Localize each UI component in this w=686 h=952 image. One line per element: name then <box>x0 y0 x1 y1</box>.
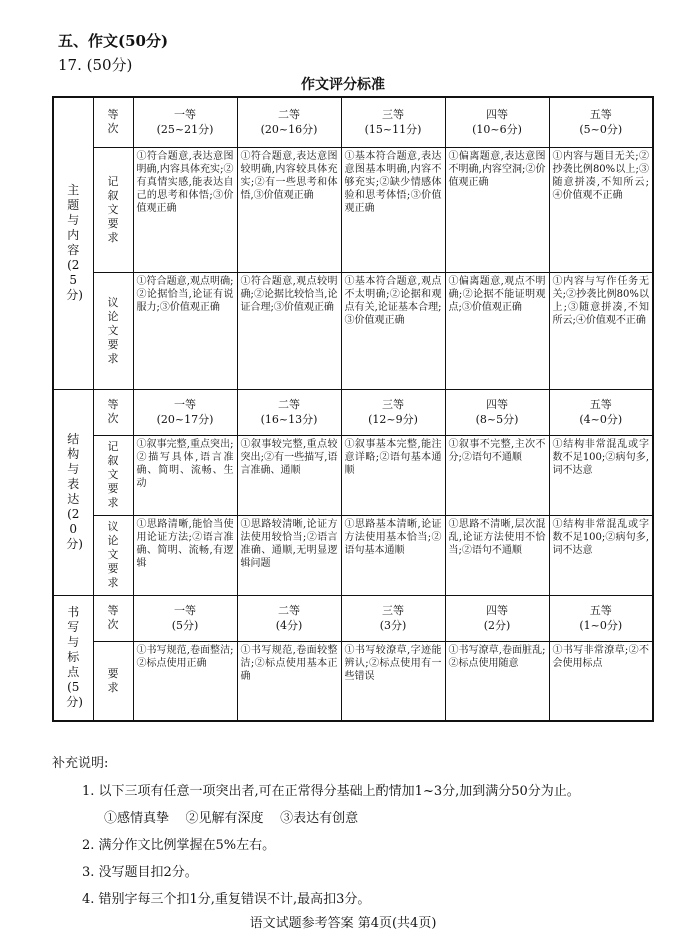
notes-heading: 补充说明: <box>52 756 109 771</box>
table-row <box>53 147 653 272</box>
table-row <box>53 389 653 435</box>
table-title: 作文评分标准 <box>301 77 385 93</box>
genre-label: 记叙文要求 <box>93 435 133 515</box>
grade-header-label: 等次 <box>93 97 133 147</box>
criteria-cell: ①思路较清晰,论证方法使用较恰当;②语言准确、通顺,无明显逻辑问题 <box>237 515 341 595</box>
criteria-cell: ①结构非常混乱或字数不足100;②病句多,词不达意 <box>549 515 653 595</box>
table-row <box>53 272 653 389</box>
criteria-cell: ①叙事不完整,主次不分;②语句不通顺 <box>445 435 549 515</box>
note-item: 3. 没写题目扣2分。 <box>82 865 198 880</box>
table-row <box>53 435 653 515</box>
criteria-cell: ①符合题意,观点明确;②论据恰当,论证有说服力;③价值观正确 <box>133 272 237 389</box>
grade-header: 五等 (4~0分) <box>549 389 653 435</box>
genre-label: 议论文要求 <box>93 272 133 389</box>
criteria-cell: ①符合题意,表达意图较明确,内容较具体充实;②有一些思考和体悟,③价值观正确 <box>237 147 341 272</box>
criteria-cell: ①书写规范,卷面较整洁;②标点使用基本正确 <box>237 641 341 721</box>
criteria-cell: ①基本符合题意,观点不太明确;②论据和观点有关,论证基本合理;③价值观正确 <box>341 272 445 389</box>
grade-header: 一等 (5分) <box>133 595 237 641</box>
criteria-cell: ①思路不清晰,层次混乱,论证方法使用不恰当;②语句不通顺 <box>445 515 549 595</box>
genre-label: 要求 <box>93 641 133 721</box>
grade-header: 三等 (12~9分) <box>341 389 445 435</box>
note-subitem: ③表达有创意 <box>280 811 359 826</box>
note-subitems <box>52 807 672 826</box>
note-item: 2. 满分作文比例掌握在5%左右。 <box>82 838 276 853</box>
criteria-cell: ①基本符合题意,表达意图基本明确,内容不够充实;②缺少情感体验和思考体悟;③价值观正确 <box>341 147 445 272</box>
grade-header-label: 等次 <box>93 389 133 435</box>
criteria-cell: ①偏离题意,观点不明确;②论据不能证明观点;③价值观正确 <box>445 272 549 389</box>
grade-header: 二等 (20~16分) <box>237 97 341 147</box>
criteria-cell: ①叙事基本完整,能注意详略;②语句基本通顺 <box>341 435 445 515</box>
grade-header: 五等 (5~0分) <box>549 97 653 147</box>
table-row <box>53 595 653 641</box>
grade-header: 二等 (16~13分) <box>237 389 341 435</box>
criteria-cell: ①叙事较完整,重点较突出;②有一些描写,语言准确、通顺 <box>237 435 341 515</box>
grade-header: 四等 (2分) <box>445 595 549 641</box>
criteria-cell: ①结构非常混乱或字数不足100;②病句多,词不达意 <box>549 435 653 515</box>
page-footer: 语文试题参考答案 第4页(共4页) <box>249 916 437 931</box>
criteria-cell: ①符合题意,观点较明确;②论据比较恰当,论证合理;③价值观正确 <box>237 272 341 389</box>
table-row <box>53 97 653 147</box>
note-subitem: ①感情真挚 <box>104 811 170 826</box>
grade-header: 一等 (25~21分) <box>133 97 237 147</box>
grade-header: 二等 (4分) <box>237 595 341 641</box>
question-number: 17. (50分) <box>58 56 133 74</box>
genre-label: 议论文要求 <box>93 515 133 595</box>
criteria-cell: ①书写较潦草,字迹能辨认;②标点使用有一些错误 <box>341 641 445 721</box>
note-item: 1. 以下三项有任意一项突出者,可在正常得分基础上酌情加1~3分,加到满分50分为止。 <box>82 784 580 799</box>
note-subitem: ②见解有深度 <box>185 811 264 826</box>
criteria-cell: ①偏离题意,表达意图不明确,内容空洞;②价值观正确 <box>445 147 549 272</box>
criteria-cell: ①符合题意,表达意图明确,内容具体充实;②有真情实感,能表达自己的思考和体悟;③价值观正确 <box>133 147 237 272</box>
criteria-cell: ①思路清晰,能恰当使用论证方法;②语言准确、简明、流畅,有逻辑 <box>133 515 237 595</box>
grade-header: 三等 (15~11分) <box>341 97 445 147</box>
criteria-cell: ①书写非常潦草;②不会使用标点 <box>549 641 653 721</box>
grade-header: 一等 (20~17分) <box>133 389 237 435</box>
criteria-cell: ①叙事完整,重点突出;②描写具体,语言准确、简明、流畅、生动 <box>133 435 237 515</box>
criteria-cell: ①内容与写作任务无关;②抄袭比例80%以上;③随意拼凑,不知所云;④价值观不正确 <box>549 272 653 389</box>
grade-header: 五等 (1~0分) <box>549 595 653 641</box>
category-cell: 结构与表达(20分) <box>53 389 93 595</box>
grade-header: 四等 (10~6分) <box>445 97 549 147</box>
table-row <box>53 515 653 595</box>
grade-header: 三等 (3分) <box>341 595 445 641</box>
grade-header-label: 等次 <box>93 595 133 641</box>
supplementary-notes <box>52 752 672 915</box>
category-cell: 主题与内容(25分) <box>53 97 93 389</box>
category-cell: 书写与标点(5分) <box>53 595 93 721</box>
criteria-cell: ①思路基本清晰,论证方法使用基本恰当;②语句基本通顺 <box>341 515 445 595</box>
genre-label: 记叙文要求 <box>93 147 133 272</box>
section-heading: 五、作文(50分) <box>58 32 169 50</box>
criteria-cell: ①书写潦草,卷面脏乱;②标点使用随意 <box>445 641 549 721</box>
scoring-rubric-table <box>52 96 654 722</box>
grade-header: 四等 (8~5分) <box>445 389 549 435</box>
criteria-cell: ①内容与题目无关;②抄袭比例80%以上;③随意拼凑,不知所云;④价值观不正确 <box>549 147 653 272</box>
note-item: 4. 错别字每三个扣1分,重复错误不计,最高扣3分。 <box>82 892 371 907</box>
table-row <box>53 641 653 721</box>
criteria-cell: ①书写规范,卷面整洁;②标点使用正确 <box>133 641 237 721</box>
